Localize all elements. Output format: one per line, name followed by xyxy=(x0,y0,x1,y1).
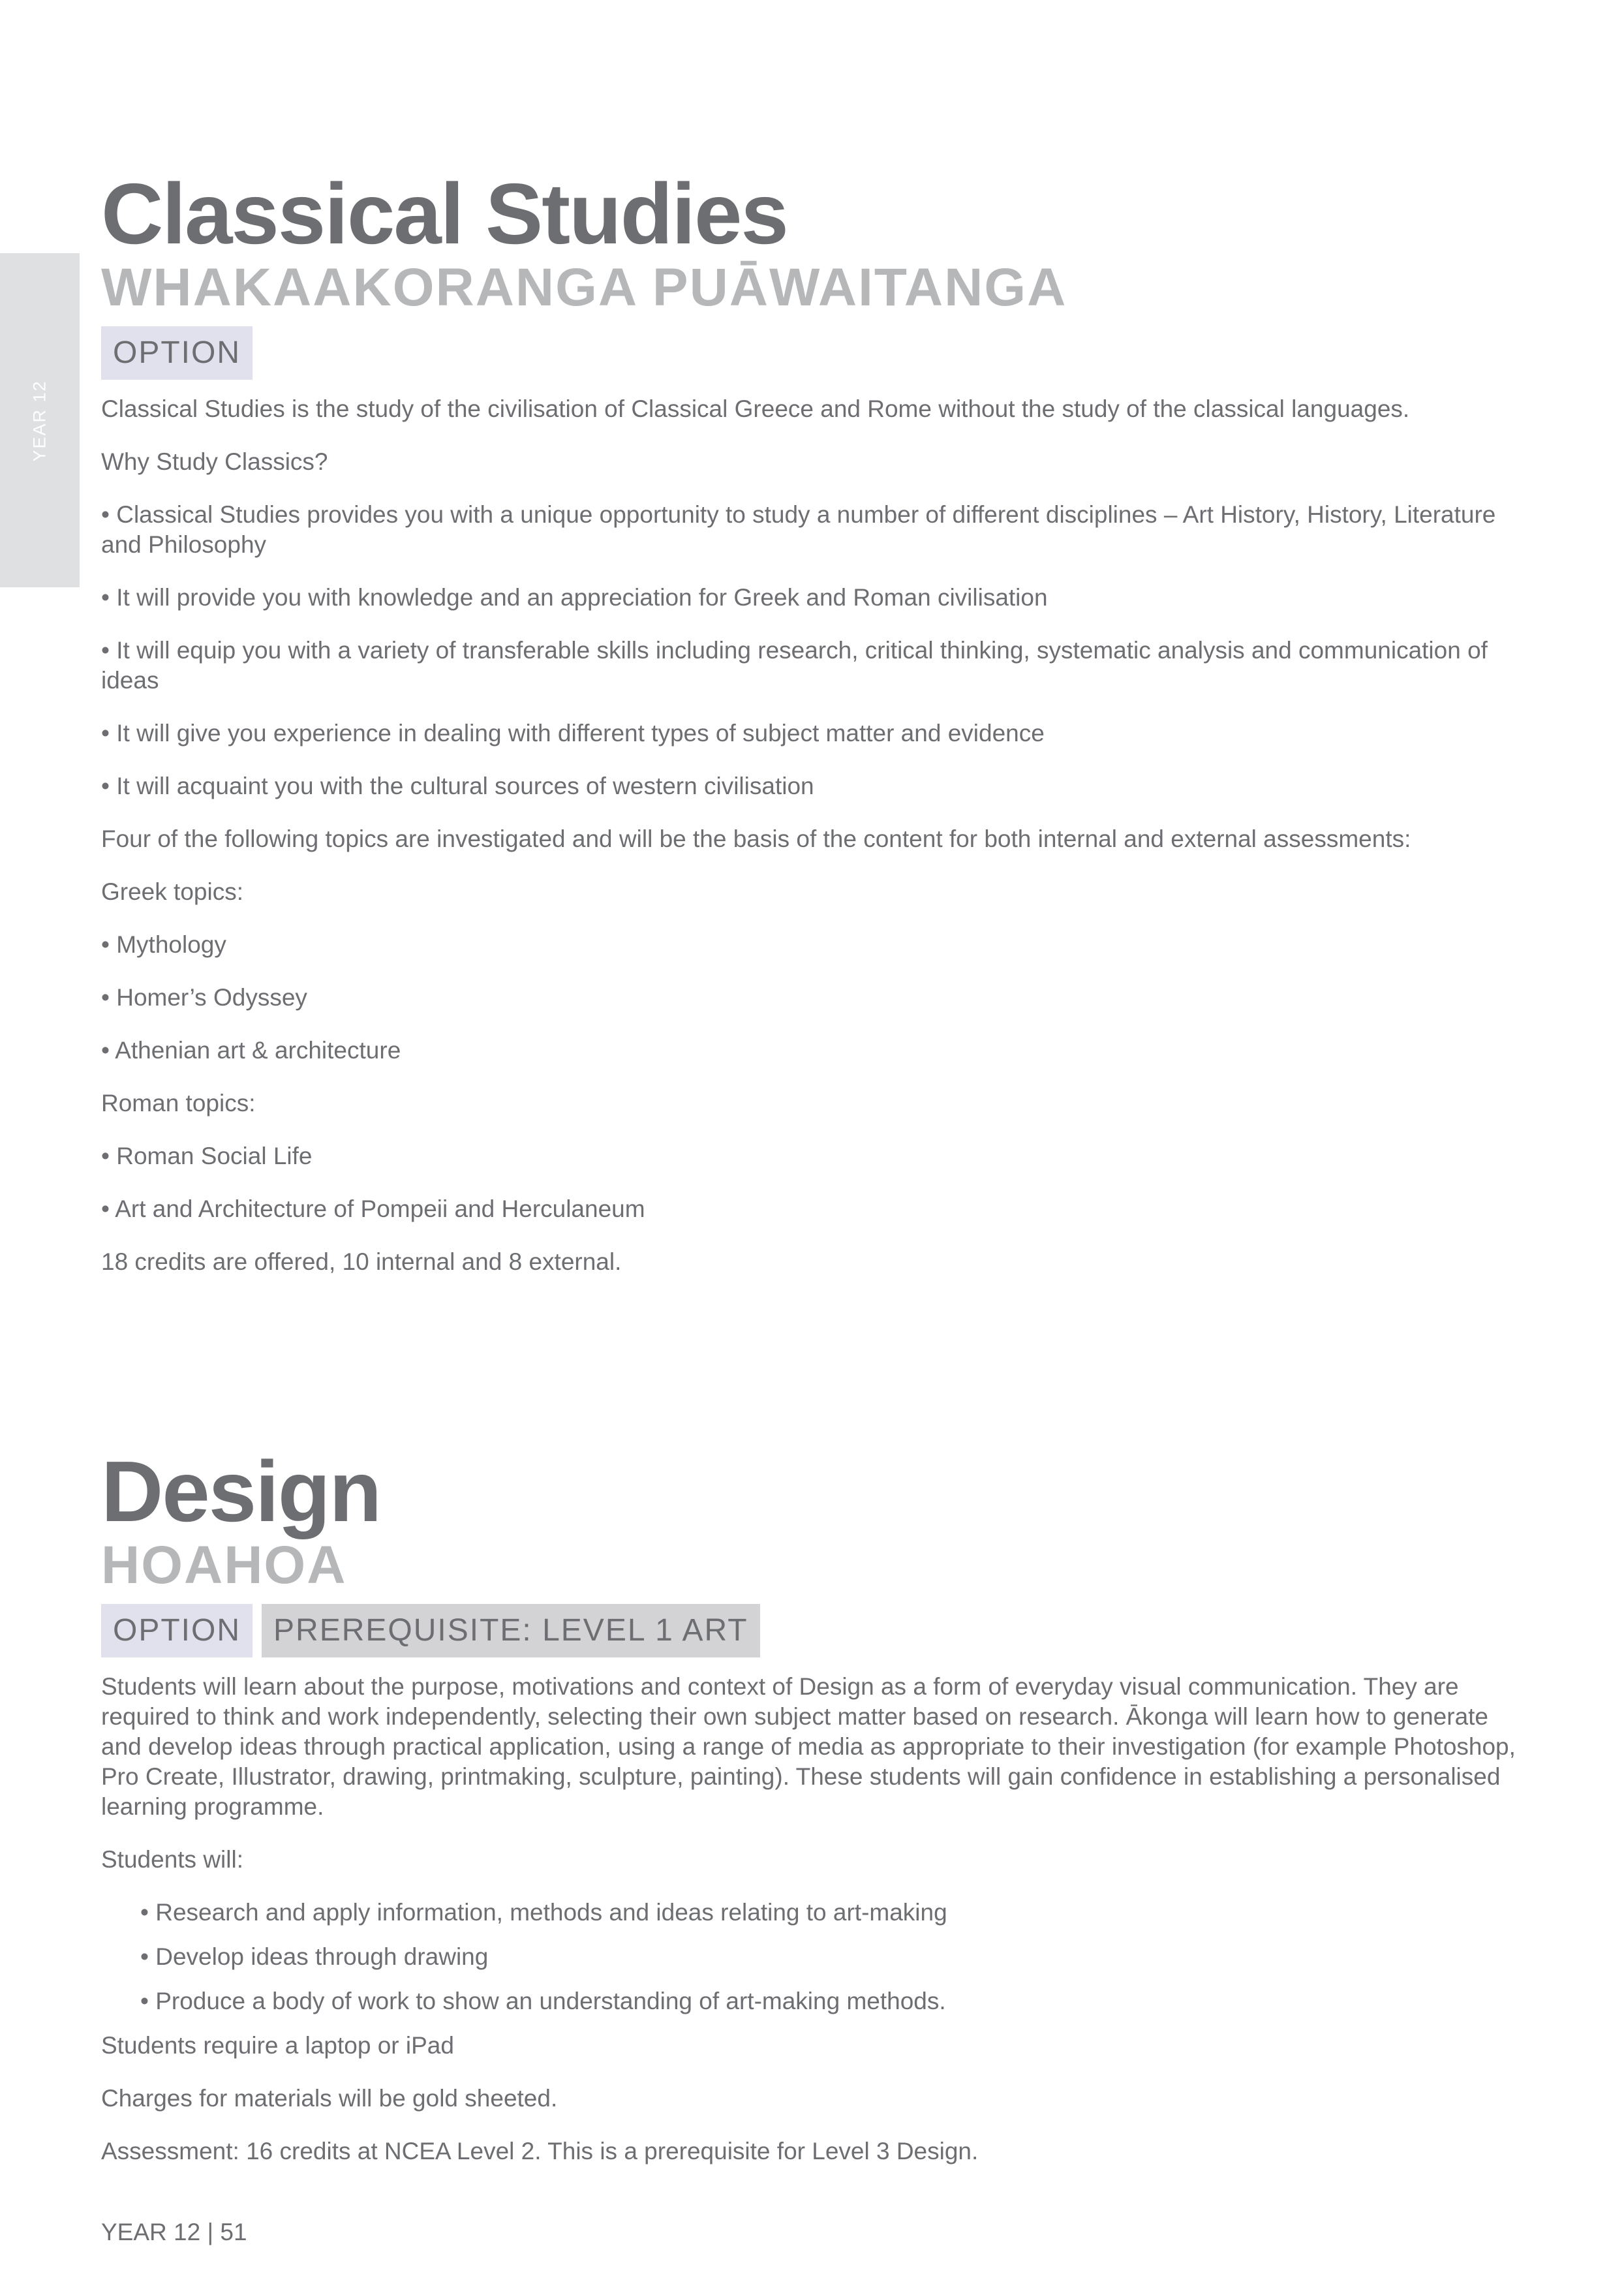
paragraph: Why Study Classics? xyxy=(101,448,328,475)
bullet-paragraph: • Mythology xyxy=(101,931,226,958)
paragraph: Roman topics: xyxy=(101,1090,256,1117)
paragraph: Classical Studies is the study of the civilisation of Classical Greece and Rome without the study of the classical languages. xyxy=(101,395,1410,422)
tag-row xyxy=(101,326,1517,380)
section-design xyxy=(101,1443,1517,2189)
bullet-paragraph: • Roman Social Life xyxy=(101,1143,313,1169)
bullet-paragraph: • It will provide you with knowledge and an appreciation for Greek and Roman civilisation xyxy=(101,584,1048,611)
bullet-paragraph: • It will equip you with a variety of transferable skills including research, critical thinking, systematic analysis and communication of ideas xyxy=(101,637,1488,694)
paragraph: Greek topics: xyxy=(101,878,243,905)
paragraph: Four of the following topics are investigated and will be the basis of the content for both internal and external assessments: xyxy=(101,825,1411,852)
bullet-paragraph: • Art and Architecture of Pompeii and Herculaneum xyxy=(101,1195,645,1222)
tag-row xyxy=(101,1604,1517,1657)
section-body xyxy=(101,394,1517,1277)
bullet-list xyxy=(101,1898,1517,2016)
bullet-paragraph: • It will acquaint you with the cultural sources of western civilisation xyxy=(101,773,814,799)
bullet-paragraph: • It will give you experience in dealing with different types of subject matter and evidence xyxy=(101,720,1045,747)
section-title: Classical Studies xyxy=(101,166,788,262)
section-body xyxy=(101,1672,1517,2166)
paragraph: Students will learn about the purpose, motivations and context of Design as a form of everyday visual communication. They are required to think and work independently, selecting their own subject matter based on research. Ākonga will learn how to generate and develop ideas through practical application, using a range of media as appropriate to their investigation (for example Photoshop, Pro Create, Illustrator, drawing, printmaking, sculpture, painting). These students will gain confidence in establishing a personalised learning programme. xyxy=(101,1673,1516,1820)
list-item: • Develop ideas through drawing xyxy=(140,1943,489,1970)
prerequisite-tag: PREREQUISITE: LEVEL 1 ART xyxy=(262,1604,760,1657)
paragraph: 18 credits are offered, 10 internal and 8 external. xyxy=(101,1248,622,1275)
option-tag: OPTION xyxy=(101,326,253,380)
list-item: • Produce a body of work to show an understanding of art-making methods. xyxy=(140,1988,946,2014)
paragraph: Assessment: 16 credits at NCEA Level 2. This is a prerequisite for Level 3 Design. xyxy=(101,2138,979,2164)
section-subtitle: WHAKAAKORANGA PUĀWAITANGA xyxy=(101,258,1067,317)
page-footer: YEAR 12 | 51 xyxy=(101,2219,247,2245)
section-title: Design xyxy=(101,1443,381,1539)
bullet-paragraph: • Classical Studies provides you with a unique opportunity to study a number of different disciplines – Art History, History, Literature and Philosophy xyxy=(101,501,1496,558)
bullet-paragraph: • Homer’s Odyssey xyxy=(101,984,307,1011)
paragraph: Charges for materials will be gold sheeted. xyxy=(101,2085,558,2112)
paragraph: Students will: xyxy=(101,1846,243,1873)
side-tab-label: YEAR 12 xyxy=(29,380,50,462)
list-item: • Research and apply information, methods and ideas relating to art-making xyxy=(140,1899,947,1926)
bullet-paragraph: • Athenian art & architecture xyxy=(101,1037,401,1064)
option-tag: OPTION xyxy=(101,1604,253,1657)
section-subtitle: HOAHOA xyxy=(101,1535,347,1595)
paragraph: Students require a laptop or iPad xyxy=(101,2032,454,2059)
section-classical-studies xyxy=(101,166,1517,1300)
